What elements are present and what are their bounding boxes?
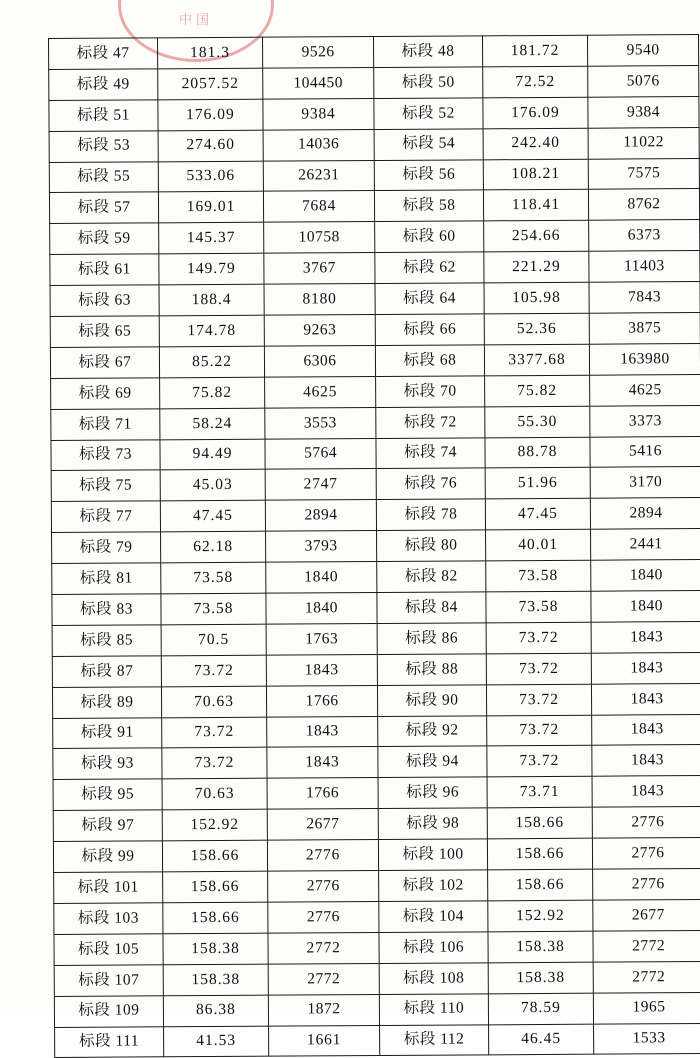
bid-amount-left: 2776 [268, 901, 379, 933]
bid-amount-left: 2747 [265, 469, 376, 501]
bid-amount-left: 7684 [263, 191, 374, 223]
bid-area-right: 73.72 [486, 622, 591, 654]
bid-section-label-right: 标段 84 [377, 592, 486, 624]
bid-area-right: 152.92 [488, 900, 593, 932]
bid-area-left: 70.63 [161, 686, 266, 718]
table-row [53, 807, 700, 842]
bid-section-label-left: 标段 75 [51, 470, 160, 502]
bid-section-label-right: 标段 60 [375, 221, 484, 253]
bid-section-label-left: 标段 63 [50, 285, 159, 317]
table-row [49, 158, 699, 193]
table-row [51, 436, 700, 471]
table-row [50, 220, 700, 255]
bid-area-right: 158.38 [488, 931, 593, 963]
table-row [53, 776, 700, 811]
bid-area-left: 58.24 [160, 408, 265, 440]
bid-amount-right: 7843 [589, 282, 700, 314]
bid-section-label-right: 标段 98 [378, 808, 487, 840]
bid-amount-right: 1843 [591, 621, 700, 653]
bid-amount-left: 9526 [262, 37, 373, 69]
bid-area-right: 3377.68 [484, 344, 589, 376]
bid-area-left: 158.38 [163, 964, 268, 996]
bid-section-label-right: 标段 64 [375, 283, 484, 315]
bid-amount-right: 163980 [589, 343, 700, 375]
bid-amount-left: 14036 [263, 129, 374, 161]
table-row [52, 591, 700, 626]
table-row [49, 35, 699, 70]
bid-section-label-right: 标段 58 [374, 190, 483, 222]
bid-area-left: 45.03 [160, 470, 265, 502]
table-row [55, 1023, 700, 1058]
bid-area-left: 533.06 [158, 161, 263, 193]
bid-area-left: 41.53 [164, 1026, 269, 1058]
bid-area-right: 158.66 [487, 807, 592, 839]
bid-area-right: 75.82 [485, 375, 590, 407]
bid-section-label-left: 标段 111 [55, 1026, 164, 1058]
bid-area-right: 108.21 [483, 159, 588, 191]
bid-amount-right: 1840 [591, 591, 700, 623]
bid-area-left: 73.72 [162, 748, 267, 780]
bid-section-label-right: 标段 106 [379, 932, 488, 964]
bid-amount-right: 1840 [591, 560, 700, 592]
bid-section-label-left: 标段 103 [54, 903, 163, 935]
bid-section-label-right: 标段 62 [375, 252, 484, 284]
bid-section-label-left: 标段 97 [53, 810, 162, 842]
bid-section-label-left: 标段 67 [50, 347, 159, 379]
bid-area-right: 73.71 [487, 777, 592, 809]
bid-section-label-left: 标段 77 [51, 501, 160, 533]
bid-amount-right: 1843 [591, 652, 700, 684]
bid-section-label-left: 标段 85 [52, 625, 161, 657]
bid-amount-right: 2776 [592, 807, 700, 839]
bid-area-left: 85.22 [159, 346, 264, 378]
bid-amount-left: 1763 [266, 623, 377, 655]
table-row [54, 869, 700, 904]
bid-section-label-right: 标段 76 [376, 468, 485, 500]
bid-amount-right: 1843 [592, 745, 700, 777]
bid-area-right: 118.41 [483, 190, 588, 222]
bid-amount-left: 8180 [264, 284, 375, 316]
bid-amount-left: 2677 [267, 809, 378, 841]
bid-section-label-left: 标段 107 [54, 965, 163, 997]
bid-area-right: 105.98 [484, 282, 589, 314]
bid-amount-left: 6306 [264, 345, 375, 377]
bid-amount-right: 11022 [588, 127, 699, 159]
bid-area-right: 158.66 [487, 838, 592, 870]
bid-section-label-left: 标段 73 [51, 439, 160, 471]
table-row [53, 838, 700, 873]
bid-amount-right: 9384 [588, 96, 699, 128]
bid-section-label-left: 标段 53 [49, 131, 158, 163]
table-row [54, 992, 700, 1027]
bid-amount-left: 1840 [266, 593, 377, 625]
bid-area-right: 52.36 [484, 313, 589, 345]
bid-section-label-left: 标段 71 [51, 409, 160, 441]
bid-section-label-right: 标段 100 [378, 839, 487, 871]
bid-amount-left: 2894 [265, 500, 376, 532]
table-row [49, 127, 699, 162]
bid-area-left: 73.58 [161, 593, 266, 625]
bid-area-right: 176.09 [483, 97, 588, 129]
bid-amount-left: 3553 [265, 407, 376, 439]
bid-section-label-right: 标段 112 [380, 1024, 489, 1056]
bid-section-label-left: 标段 61 [50, 254, 159, 286]
table-row [49, 96, 699, 131]
bid-amount-left: 5764 [265, 438, 376, 470]
table-row [51, 498, 700, 533]
bid-section-label-right: 标段 70 [376, 376, 485, 408]
bid-area-left: 73.72 [162, 717, 267, 749]
bid-section-label-right: 标段 82 [377, 561, 486, 593]
bid-amount-left: 9384 [263, 98, 374, 130]
bid-area-left: 2057.52 [158, 68, 263, 100]
bid-area-left: 158.66 [162, 840, 267, 872]
table-row [54, 961, 700, 996]
bid-area-left: 73.58 [161, 562, 266, 594]
table-row [51, 467, 700, 502]
bid-section-label-left: 标段 109 [54, 995, 163, 1027]
bid-section-label-left: 标段 59 [50, 223, 159, 255]
bid-amount-right: 2677 [593, 899, 700, 931]
bid-amount-right: 5076 [588, 65, 699, 97]
bid-area-right: 158.66 [488, 869, 593, 901]
bid-section-label-left: 标段 69 [51, 378, 160, 410]
bid-section-label-right: 标段 74 [376, 437, 485, 469]
bid-area-left: 274.60 [158, 130, 263, 162]
bid-amount-left: 1766 [267, 778, 378, 810]
bid-section-label-right: 标段 108 [379, 963, 488, 995]
bid-amount-right: 4625 [590, 374, 700, 406]
bid-section-label-left: 标段 83 [52, 594, 161, 626]
bid-area-right: 221.29 [484, 251, 589, 283]
table-row [53, 745, 700, 780]
bid-area-left: 145.37 [159, 223, 264, 255]
bid-section-label-left: 标段 87 [52, 656, 161, 688]
bid-amount-right: 2772 [593, 930, 700, 962]
bid-section-label-left: 标段 65 [50, 316, 159, 348]
bid-amount-left: 2776 [268, 871, 379, 903]
bid-amount-right: 7575 [588, 158, 699, 190]
bid-section-label-right: 标段 68 [375, 345, 484, 377]
bid-area-right: 181.72 [482, 35, 587, 67]
bid-amount-right: 3875 [589, 313, 700, 345]
bid-area-right: 47.45 [485, 499, 590, 531]
bid-amount-right: 2441 [591, 529, 700, 561]
bid-section-label-right: 标段 96 [378, 777, 487, 809]
table-row [52, 621, 700, 656]
bid-amount-left: 1661 [269, 1025, 380, 1057]
bid-amount-right: 2772 [593, 961, 700, 993]
bid-area-left: 169.01 [158, 192, 263, 224]
bid-area-right: 73.58 [486, 560, 591, 592]
bid-area-left: 86.38 [163, 995, 268, 1027]
table-row [52, 529, 700, 564]
table-row [52, 560, 700, 595]
bid-area-left: 94.49 [160, 439, 265, 471]
bid-section-label-left: 标段 89 [52, 687, 161, 719]
bid-area-left: 158.66 [163, 871, 268, 903]
table-row [54, 899, 700, 934]
bid-section-label-right: 标段 90 [377, 685, 486, 717]
bid-amount-right: 6373 [589, 220, 700, 252]
table-row [51, 405, 700, 440]
bid-area-right: 254.66 [484, 221, 589, 253]
bid-area-left: 181.3 [158, 37, 263, 69]
bid-section-label-right: 标段 102 [379, 870, 488, 902]
bid-area-right: 73.72 [486, 653, 591, 685]
bid-amount-left: 2772 [268, 932, 379, 964]
bid-section-table-container [48, 34, 670, 1058]
bid-section-label-right: 标段 78 [376, 499, 485, 531]
table-row [53, 714, 700, 749]
bid-area-right: 40.01 [486, 529, 591, 561]
bid-amount-right: 1533 [594, 1023, 700, 1055]
bid-amount-left: 4625 [265, 376, 376, 408]
bid-area-left: 149.79 [159, 253, 264, 285]
table-row [50, 343, 700, 378]
table-body [49, 35, 700, 1058]
bid-section-label-left: 标段 95 [53, 779, 162, 811]
bid-section-label-left: 标段 51 [49, 100, 158, 132]
bid-section-label-right: 标段 50 [374, 67, 483, 99]
bid-amount-left: 1872 [268, 994, 379, 1026]
bid-amount-left: 1766 [266, 685, 377, 717]
bid-area-right: 55.30 [485, 406, 590, 438]
bid-section-label-left: 标段 79 [52, 532, 161, 564]
bid-area-right: 73.72 [486, 684, 591, 716]
bid-amount-right: 3373 [590, 405, 700, 437]
bid-section-label-left: 标段 81 [52, 563, 161, 595]
bid-area-left: 174.78 [159, 315, 264, 347]
table-row [50, 313, 700, 348]
bid-section-label-right: 标段 56 [374, 159, 483, 191]
bid-section-label-left: 标段 55 [49, 161, 158, 193]
bid-section-label-right: 标段 104 [379, 901, 488, 933]
bid-section-label-right: 标段 52 [374, 98, 483, 130]
bid-amount-right: 2894 [590, 498, 700, 530]
table-row [54, 930, 700, 965]
bid-amount-left: 26231 [263, 160, 374, 192]
bid-area-left: 152.92 [162, 809, 267, 841]
bid-amount-right: 1843 [592, 776, 700, 808]
bid-amount-right: 8762 [588, 189, 699, 221]
bid-amount-left: 1843 [266, 654, 377, 686]
bid-amount-right: 1843 [591, 683, 700, 715]
bid-section-label-left: 标段 57 [49, 192, 158, 224]
bid-area-right: 72.52 [483, 66, 588, 98]
bid-section-label-right: 标段 80 [377, 530, 486, 562]
bid-area-right: 158.38 [488, 962, 593, 994]
bid-section-label-left: 标段 91 [53, 717, 162, 749]
bid-section-label-right: 标段 92 [378, 715, 487, 747]
bid-section-label-right: 标段 88 [377, 654, 486, 686]
bid-amount-right: 1843 [592, 714, 700, 746]
bid-amount-right: 5416 [590, 436, 700, 468]
bid-amount-left: 2776 [267, 840, 378, 872]
bid-area-left: 158.38 [163, 933, 268, 965]
bid-section-label-left: 标段 105 [54, 934, 163, 966]
bid-amount-left: 3793 [266, 531, 377, 563]
bid-amount-right: 11403 [589, 251, 700, 283]
bid-section-label-right: 标段 86 [377, 623, 486, 655]
bid-section-label-left: 标段 47 [49, 38, 158, 70]
bid-amount-left: 9263 [264, 315, 375, 347]
bid-area-right: 73.72 [487, 715, 592, 747]
bid-area-left: 75.82 [160, 377, 265, 409]
bid-amount-left: 1843 [267, 716, 378, 748]
bid-amount-left: 104450 [263, 67, 374, 99]
bid-amount-left: 1840 [266, 562, 377, 594]
table-row [52, 683, 700, 718]
bid-area-right: 73.58 [486, 591, 591, 623]
bid-area-left: 176.09 [158, 99, 263, 131]
bid-section-label-right: 标段 72 [376, 407, 485, 439]
bid-section-table [48, 34, 700, 1058]
bid-area-left: 73.72 [161, 655, 266, 687]
bid-area-right: 73.72 [487, 746, 592, 778]
bid-area-left: 70.5 [161, 624, 266, 656]
bid-section-label-left: 标段 49 [49, 69, 158, 101]
bid-amount-left: 2772 [268, 963, 379, 995]
bid-section-label-left: 标段 101 [54, 872, 163, 904]
bid-amount-right: 1965 [593, 992, 700, 1024]
table-row [52, 652, 700, 687]
bid-area-left: 188.4 [159, 284, 264, 316]
bid-amount-left: 10758 [264, 222, 375, 254]
table-row [49, 65, 699, 100]
bid-area-left: 70.63 [162, 779, 267, 811]
bid-amount-right: 9540 [587, 35, 698, 67]
bid-area-left: 158.66 [163, 902, 268, 934]
table-row [50, 251, 700, 286]
bid-section-label-left: 标段 99 [53, 841, 162, 873]
bid-section-label-right: 标段 110 [379, 993, 488, 1025]
table-row [49, 189, 699, 224]
bid-amount-right: 2776 [592, 838, 700, 870]
bid-area-right: 242.40 [483, 128, 588, 160]
bid-area-left: 47.45 [160, 501, 265, 533]
bid-area-left: 62.18 [161, 531, 266, 563]
bid-section-label-right: 标段 48 [373, 36, 482, 68]
bid-amount-left: 3767 [264, 253, 375, 285]
bid-section-label-right: 标段 54 [374, 129, 483, 161]
bid-area-right: 51.96 [485, 468, 590, 500]
bid-section-label-right: 标段 66 [375, 314, 484, 346]
table-row [50, 282, 700, 317]
bid-area-right: 88.78 [485, 437, 590, 469]
bid-area-right: 46.45 [489, 1024, 594, 1056]
bid-amount-right: 3170 [590, 467, 700, 499]
table-row [51, 374, 700, 409]
bid-area-right: 78.59 [488, 993, 593, 1025]
stamp-text: 中国 [178, 12, 213, 27]
bid-section-label-left: 标段 93 [53, 748, 162, 780]
bid-amount-left: 1843 [267, 747, 378, 779]
bid-section-label-right: 标段 94 [378, 746, 487, 778]
bid-amount-right: 2776 [593, 869, 700, 901]
